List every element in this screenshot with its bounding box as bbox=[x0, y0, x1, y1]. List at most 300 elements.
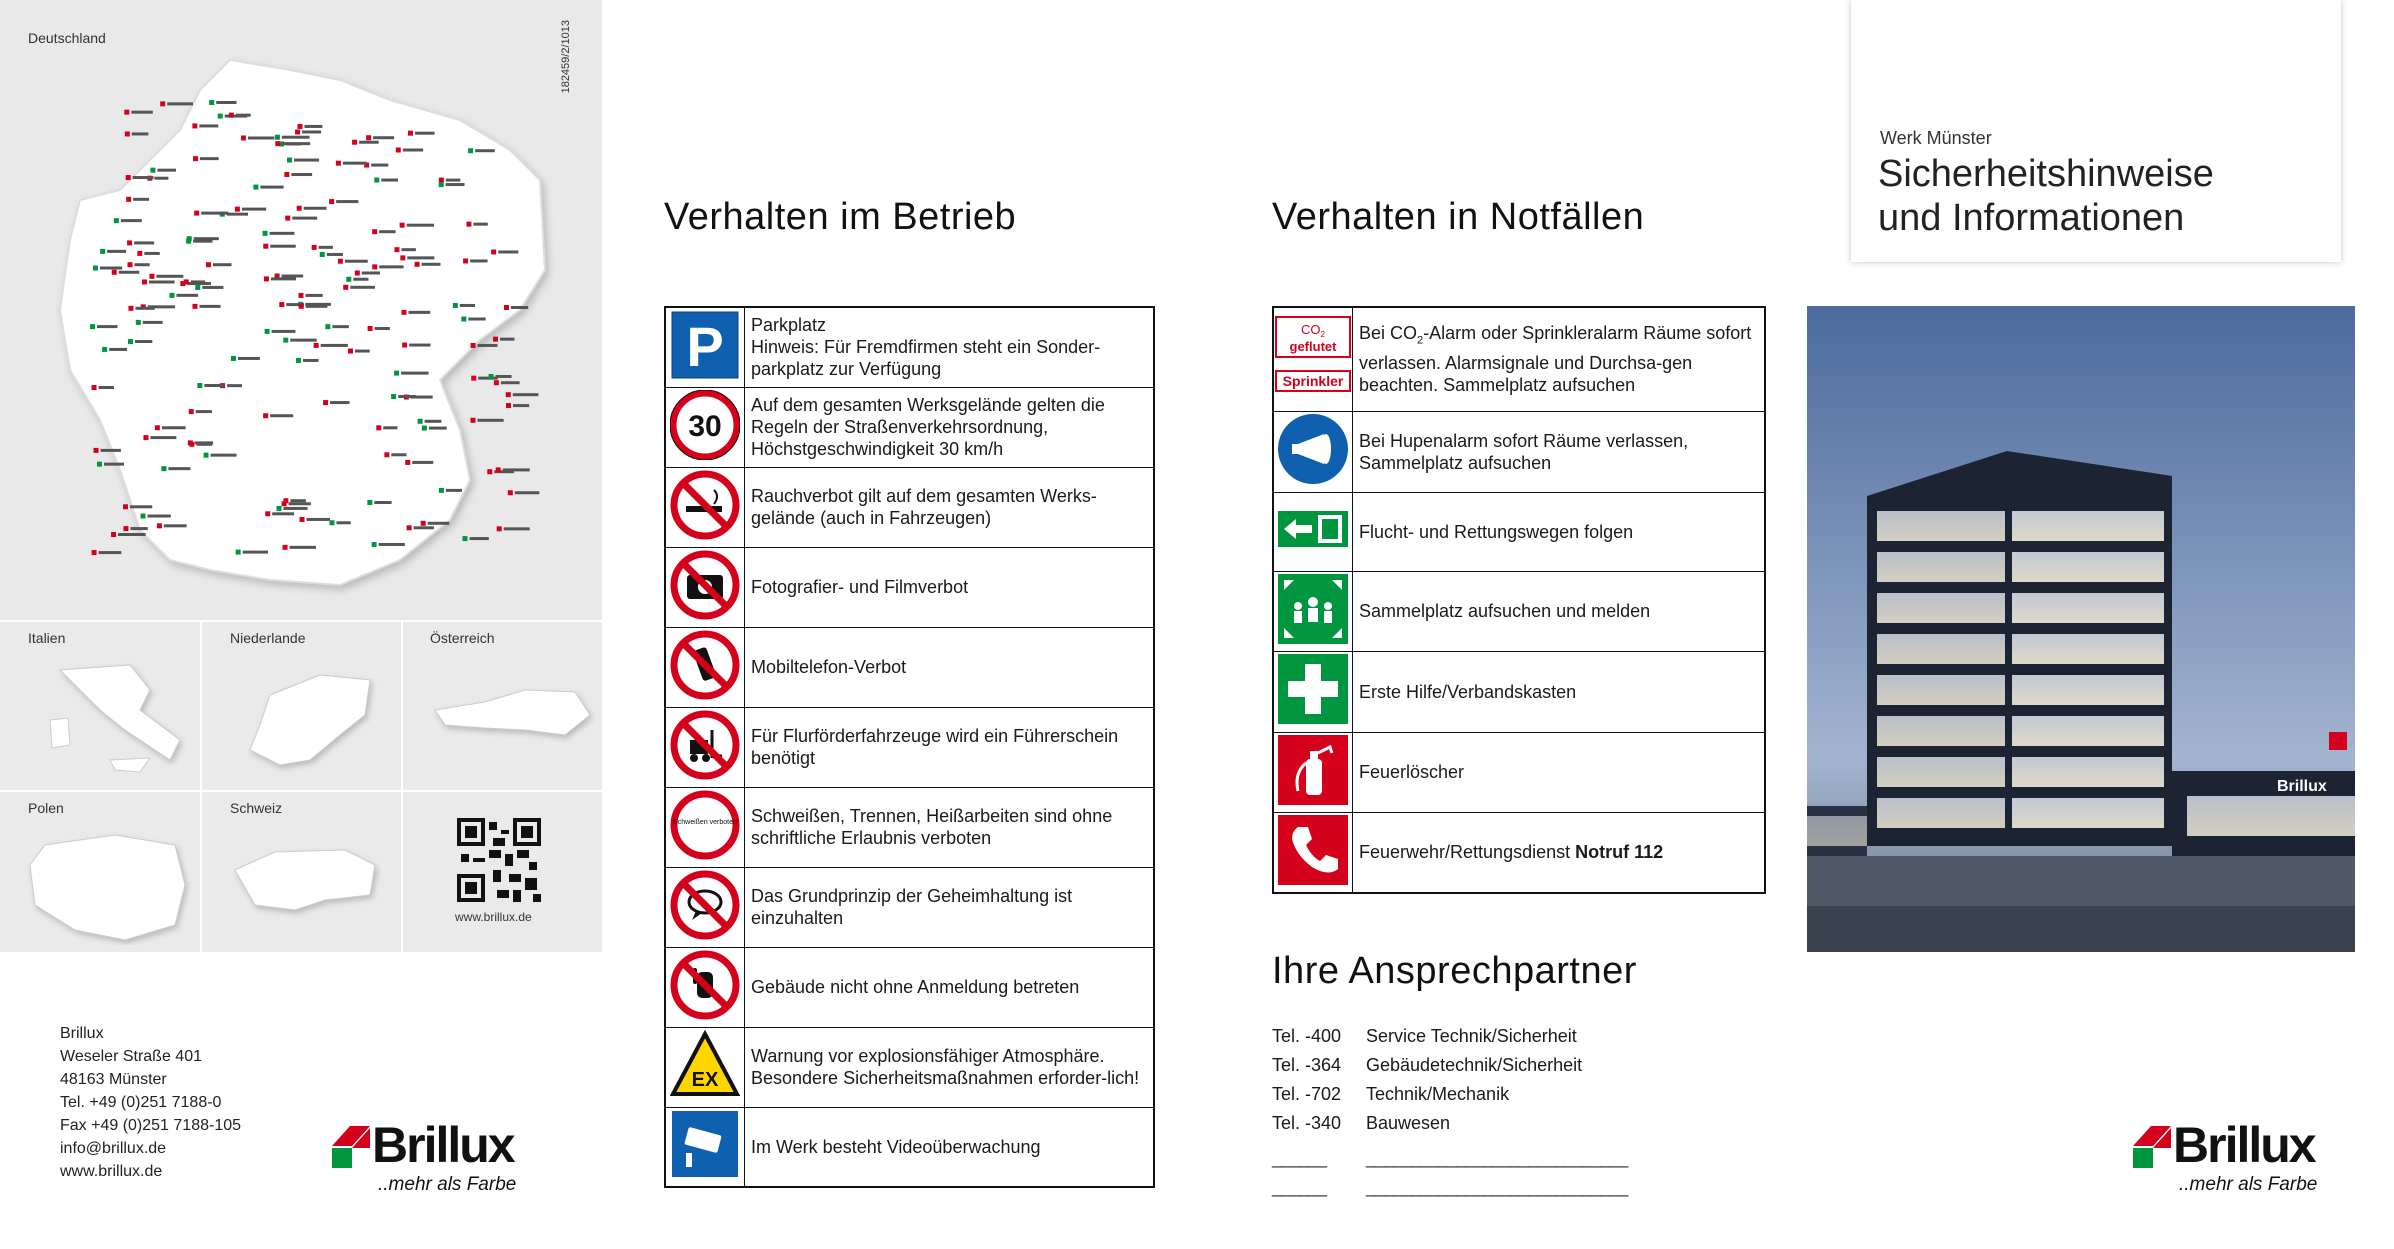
region-label-niederlande: Niederlande bbox=[230, 630, 306, 646]
branch-marker bbox=[143, 435, 148, 440]
table-row bbox=[1273, 307, 1765, 411]
branch-marker-label bbox=[515, 491, 540, 494]
branch-marker-label bbox=[375, 327, 390, 330]
row-text: Feuerwehr/Rettungsdienst Notruf 112 bbox=[1353, 812, 1766, 893]
contact-number: Tel. -364 bbox=[1272, 1055, 1342, 1075]
grid-divider bbox=[0, 790, 602, 792]
branch-marker-label bbox=[168, 467, 190, 470]
branch-marker-label bbox=[513, 404, 529, 407]
branch-marker bbox=[491, 249, 496, 254]
logo-wordmark: Brillux bbox=[2173, 1117, 2315, 1173]
floor-window bbox=[1877, 716, 2005, 746]
branch-marker-label bbox=[162, 426, 186, 429]
logo-wordmark: Brillux bbox=[372, 1117, 514, 1173]
branch-marker bbox=[298, 293, 303, 298]
branch-marker bbox=[124, 110, 129, 115]
address-line: 48163 Münster bbox=[60, 1071, 167, 1088]
brillux-logo-mark-icon bbox=[2133, 1126, 2171, 1168]
branch-marker-label bbox=[167, 102, 193, 105]
branch-marker-label bbox=[292, 217, 317, 220]
branch-marker bbox=[94, 448, 99, 453]
table-row bbox=[665, 947, 1154, 1027]
no-mobile-phone-icon bbox=[670, 630, 740, 700]
branch-marker bbox=[300, 517, 305, 522]
svg-text:CO2: $CO_2$ bbox=[1301, 321, 1325, 339]
branch-marker bbox=[136, 320, 141, 325]
branch-marker-label bbox=[496, 375, 512, 378]
branch-marker-label bbox=[304, 207, 327, 210]
qr-url[interactable]: www.brillux.de bbox=[455, 910, 532, 924]
floor-window bbox=[1877, 511, 2005, 541]
branch-marker-label bbox=[130, 505, 152, 508]
sign-cell bbox=[1273, 492, 1353, 571]
branch-marker bbox=[287, 158, 292, 163]
branch-marker bbox=[299, 304, 304, 309]
branch-marker-label bbox=[343, 162, 367, 165]
branch-marker-label bbox=[475, 149, 495, 152]
branch-marker-label bbox=[199, 124, 218, 127]
row-text: Warnung vor explosionsfähiger Atmosphäre. Besondere Sicherheitsmaßnahmen erforder-lich! bbox=[745, 1027, 1155, 1107]
branch-marker-label bbox=[478, 419, 504, 422]
germany-map bbox=[40, 40, 560, 600]
branch-marker bbox=[295, 129, 300, 134]
branch-marker bbox=[204, 453, 209, 458]
branch-marker bbox=[169, 293, 174, 298]
branch-marker-label bbox=[409, 344, 430, 347]
building-photo bbox=[1807, 306, 2355, 952]
branch-marker bbox=[407, 525, 412, 530]
brillux-logo-mark-icon bbox=[332, 1126, 370, 1168]
table-row bbox=[1273, 812, 1765, 893]
branch-marker bbox=[506, 403, 511, 408]
branch-marker-label bbox=[135, 340, 152, 343]
branch-marker-label bbox=[401, 248, 415, 251]
row-text: Fotografier- und Filmverbot bbox=[745, 547, 1155, 627]
branch-marker bbox=[126, 197, 131, 202]
branch-marker bbox=[128, 262, 133, 267]
branch-marker bbox=[487, 469, 492, 474]
branch-marker bbox=[320, 252, 325, 257]
branch-marker bbox=[391, 394, 396, 399]
branch-marker bbox=[418, 419, 423, 424]
branch-marker bbox=[111, 532, 116, 537]
no-smoking-icon bbox=[670, 470, 740, 540]
branch-marker-label bbox=[270, 245, 295, 248]
branch-marker-label bbox=[104, 463, 124, 466]
sign-cell bbox=[665, 547, 745, 627]
branch-marker bbox=[372, 229, 377, 234]
branch-marker-label bbox=[107, 250, 126, 253]
branch-marker bbox=[497, 526, 502, 531]
table-row bbox=[1273, 571, 1765, 651]
branch-marker-label bbox=[290, 339, 316, 342]
branch-marker bbox=[508, 490, 513, 495]
branch-marker-label bbox=[362, 271, 380, 274]
branch-marker-label bbox=[379, 543, 405, 546]
branch-marker-label bbox=[195, 441, 213, 444]
branch-marker-label bbox=[282, 136, 310, 139]
floor-window bbox=[2012, 798, 2164, 828]
floor-window bbox=[2012, 511, 2164, 541]
branch-marker bbox=[336, 161, 341, 166]
floor-window bbox=[2012, 757, 2164, 787]
branch-marker-label bbox=[270, 414, 293, 417]
betrieb-table bbox=[664, 306, 1155, 1188]
branch-marker-label bbox=[144, 252, 159, 255]
table-row bbox=[665, 387, 1154, 467]
branch-marker bbox=[102, 347, 107, 352]
branch-marker-label bbox=[460, 304, 475, 307]
location-map-panel bbox=[0, 0, 602, 952]
address-line: Weseler Straße 401 bbox=[60, 1048, 202, 1065]
branch-marker-label bbox=[498, 250, 518, 253]
branch-marker bbox=[471, 343, 476, 348]
branch-marker-label bbox=[216, 101, 236, 104]
contact-label: Gebäudetechnik/Sicherheit bbox=[1366, 1055, 1583, 1075]
branch-marker bbox=[161, 466, 166, 471]
branch-marker-label bbox=[408, 311, 430, 314]
branch-marker-label bbox=[304, 125, 322, 128]
branch-marker-label bbox=[134, 241, 154, 244]
branch-marker-label bbox=[135, 307, 154, 310]
table-row bbox=[1273, 492, 1765, 571]
emergency-phone-icon bbox=[1276, 813, 1350, 887]
branch-marker bbox=[402, 343, 407, 348]
branch-marker-label bbox=[248, 136, 274, 139]
branch-marker bbox=[372, 264, 377, 269]
branch-marker-label bbox=[118, 533, 146, 536]
branch-marker-label bbox=[272, 512, 294, 515]
contact-number: Tel. -340 bbox=[1272, 1113, 1342, 1133]
branch-marker bbox=[374, 178, 379, 183]
branch-marker bbox=[463, 258, 468, 263]
branch-marker-label bbox=[501, 381, 520, 384]
branch-marker-label bbox=[133, 198, 149, 201]
branch-marker-label bbox=[271, 277, 296, 280]
branch-marker bbox=[297, 206, 302, 211]
sign-cell bbox=[665, 1107, 745, 1187]
branch-marker bbox=[297, 124, 302, 129]
branch-marker bbox=[493, 337, 498, 342]
email-line[interactable]: info@brillux.de bbox=[60, 1140, 167, 1157]
table-row bbox=[665, 627, 1154, 707]
contact-row bbox=[1272, 1051, 1627, 1080]
branch-marker bbox=[189, 409, 194, 414]
branch-marker-label bbox=[321, 344, 348, 347]
branch-marker bbox=[100, 249, 105, 254]
branch-marker-label bbox=[381, 179, 398, 182]
branch-marker bbox=[160, 101, 165, 106]
floor-window bbox=[2012, 675, 2164, 705]
branch-marker bbox=[231, 356, 236, 361]
cover-title: Sicherheitshinweise und Informationen bbox=[1878, 153, 2214, 239]
emergency-exit-icon bbox=[1276, 509, 1350, 549]
branch-marker-label bbox=[193, 240, 212, 243]
branch-marker-label bbox=[336, 521, 350, 524]
branch-marker-label bbox=[150, 436, 176, 439]
branch-marker bbox=[263, 244, 268, 249]
branch-marker-label bbox=[97, 325, 117, 328]
branch-marker bbox=[421, 521, 426, 526]
branch-marker-label bbox=[415, 132, 435, 135]
branch-marker bbox=[218, 114, 223, 119]
sign-cell bbox=[1273, 651, 1353, 732]
branch-marker-label bbox=[350, 286, 375, 289]
branch-marker bbox=[188, 440, 193, 445]
branch-marker bbox=[504, 305, 509, 310]
branch-marker-label bbox=[407, 256, 434, 259]
branch-marker-label bbox=[260, 186, 283, 189]
fax-line: Fax +49 (0)251 7188-105 bbox=[60, 1117, 242, 1134]
website-line[interactable]: www.brillux.de bbox=[60, 1163, 163, 1180]
austria-map bbox=[425, 680, 595, 750]
branch-marker-label bbox=[359, 141, 379, 144]
branch-marker-label bbox=[504, 527, 530, 530]
branch-marker-label bbox=[401, 372, 429, 375]
region-label-polen: Polen bbox=[28, 800, 64, 816]
branch-marker bbox=[150, 168, 155, 173]
branch-marker bbox=[184, 279, 189, 284]
branch-marker-label bbox=[157, 169, 176, 172]
branch-marker-label bbox=[149, 281, 175, 284]
branch-marker bbox=[329, 520, 334, 525]
branch-marker-label bbox=[306, 305, 328, 308]
branch-marker-label bbox=[414, 526, 434, 529]
row-text: Flucht- und Rettungswegen folgen bbox=[1353, 492, 1766, 571]
row-text: Bei Hupenalarm sofort Räume verlassen, Sammelplatz aufsuchen bbox=[1353, 411, 1766, 492]
branch-marker bbox=[283, 545, 288, 550]
branch-marker bbox=[114, 218, 119, 223]
branch-marker-label bbox=[503, 468, 530, 471]
branch-marker bbox=[355, 270, 360, 275]
branch-marker-label bbox=[446, 489, 462, 492]
sign-cell bbox=[665, 307, 745, 387]
qr-code[interactable] bbox=[457, 818, 541, 902]
branch-marker-label bbox=[154, 177, 168, 180]
no-forklift-icon bbox=[670, 710, 740, 780]
branch-marker bbox=[137, 251, 142, 256]
branch-marker bbox=[338, 259, 343, 264]
branch-marker bbox=[125, 131, 130, 136]
floor-window bbox=[2012, 634, 2164, 664]
branch-marker bbox=[141, 514, 146, 519]
branch-marker-label bbox=[398, 395, 416, 398]
row-text: Erste Hilfe/Verbandskasten bbox=[1353, 651, 1766, 732]
parking-sign-icon bbox=[670, 310, 740, 380]
branch-marker-label bbox=[101, 449, 121, 452]
branch-marker bbox=[405, 460, 410, 465]
branch-marker-label bbox=[469, 537, 488, 540]
logo-slogan: ..mehr als Farbe bbox=[2179, 1174, 2318, 1195]
branch-marker bbox=[197, 383, 202, 388]
branch-marker-label bbox=[133, 176, 154, 179]
branch-marker bbox=[384, 452, 389, 457]
cover-subtitle: Werk Münster bbox=[1880, 128, 1992, 148]
floor-window bbox=[1877, 593, 2005, 623]
branch-marker bbox=[209, 100, 214, 105]
row-text: Parkplatz Hinweis: Für Fremdfirmen steht ein Sonder- parkplatz zur Verfügung bbox=[745, 307, 1155, 387]
branch-marker-label bbox=[135, 263, 150, 266]
branch-marker-label bbox=[373, 136, 394, 139]
branch-marker-label bbox=[283, 507, 307, 510]
row-text: Bei $CO_2$-Alarm oder Sprinkleralarm Räume sofort verlassen. Alarmsignale und Durchsa-gen beachten. Sammelplatz aufsuchen bbox=[1353, 307, 1766, 411]
section-title-contacts: Ihre Ansprechpartner bbox=[1272, 950, 1637, 992]
branch-marker bbox=[193, 156, 198, 161]
branch-marker bbox=[186, 239, 191, 244]
branch-marker bbox=[348, 349, 353, 354]
contact-label: Technik/Mechanik bbox=[1366, 1084, 1510, 1104]
branch-marker-label bbox=[355, 350, 370, 353]
explosion-warning-icon bbox=[670, 1030, 740, 1100]
branch-marker bbox=[276, 506, 281, 511]
no-welding-icon bbox=[670, 790, 740, 860]
branch-marker-label bbox=[291, 173, 312, 176]
sign-cell bbox=[665, 467, 745, 547]
row-text: Auf dem gesamten Werksgelände gelten die Regeln der Straßenverkehrsordnung, Höchstgeschwindigkeit 30 km/h bbox=[745, 387, 1155, 467]
branch-marker bbox=[352, 140, 357, 145]
branch-marker-label bbox=[470, 259, 487, 262]
branch-marker bbox=[127, 240, 132, 245]
branch-marker-label bbox=[196, 410, 212, 413]
branch-marker-label bbox=[336, 200, 358, 203]
branch-marker bbox=[192, 123, 197, 128]
branch-marker-label bbox=[282, 142, 310, 145]
branch-marker-label bbox=[100, 267, 122, 270]
branch-marker bbox=[236, 550, 241, 555]
branch-marker-label bbox=[379, 230, 395, 233]
section-title-notfall: Verhalten in Notfällen bbox=[1272, 196, 1645, 238]
contact-number: Tel. -400 bbox=[1272, 1026, 1342, 1046]
contact-row bbox=[1272, 1080, 1627, 1109]
branch-marker bbox=[401, 310, 406, 315]
branch-marker-label bbox=[191, 280, 205, 283]
branch-marker bbox=[506, 392, 511, 397]
branch-marker-label bbox=[282, 275, 304, 278]
branch-marker bbox=[275, 141, 280, 146]
branch-marker bbox=[367, 500, 372, 505]
branch-marker bbox=[461, 317, 466, 322]
branch-marker bbox=[283, 498, 288, 503]
branch-marker-label bbox=[478, 377, 498, 380]
branch-marker-label bbox=[513, 393, 539, 396]
branch-marker bbox=[285, 216, 290, 221]
netherlands-map bbox=[230, 655, 380, 775]
branch-marker bbox=[422, 426, 427, 431]
sign-cell bbox=[665, 867, 745, 947]
branch-marker bbox=[194, 211, 199, 216]
branch-marker-label bbox=[132, 132, 149, 135]
notfall-table bbox=[1272, 306, 1766, 894]
region-label-oesterreich: Österreich bbox=[430, 630, 495, 646]
branch-marker-label bbox=[272, 330, 296, 333]
branch-marker-label bbox=[511, 306, 528, 309]
sign-cell bbox=[665, 627, 745, 707]
branch-marker-label bbox=[199, 305, 220, 308]
branch-marker bbox=[283, 338, 288, 343]
sign-cell bbox=[665, 787, 745, 867]
branch-marker-label bbox=[332, 325, 348, 328]
branch-marker bbox=[142, 280, 147, 285]
floor-window bbox=[1877, 634, 2005, 664]
branch-marker-label bbox=[200, 157, 219, 160]
branch-marker-label bbox=[289, 502, 311, 505]
branch-marker bbox=[376, 425, 381, 430]
branch-marker-label bbox=[243, 551, 268, 554]
contact-label: Bauwesen bbox=[1366, 1113, 1451, 1133]
branch-marker bbox=[264, 276, 269, 281]
branch-marker-label bbox=[176, 294, 198, 297]
region-label-italien: Italien bbox=[28, 630, 66, 646]
row-text: Im Werk besteht Videoüberwachung bbox=[745, 1107, 1155, 1187]
branch-marker-label bbox=[227, 384, 242, 387]
branch-marker bbox=[155, 425, 160, 430]
row-text: Sammelplatz aufsuchen und melden bbox=[1353, 571, 1766, 651]
row-text: Gebäude nicht ohne Anmeldung betreten bbox=[745, 947, 1155, 1027]
contact-number: Tel. -702 bbox=[1272, 1084, 1342, 1104]
branch-marker-label bbox=[379, 265, 403, 268]
table-row bbox=[665, 867, 1154, 947]
branch-marker bbox=[471, 418, 476, 423]
svg-text:30: 30 bbox=[688, 409, 722, 443]
table-row bbox=[665, 1107, 1154, 1187]
branch-marker-label bbox=[374, 501, 391, 504]
branch-marker-label bbox=[202, 286, 223, 289]
branch-marker bbox=[93, 266, 98, 271]
branch-marker-label bbox=[407, 224, 434, 227]
fire-extinguisher-icon bbox=[1276, 733, 1350, 807]
branch-marker-label bbox=[236, 114, 251, 117]
svg-text:P: P bbox=[686, 314, 724, 378]
branch-marker-label bbox=[270, 232, 295, 235]
branch-marker bbox=[157, 523, 162, 528]
sign-cell bbox=[665, 947, 745, 1027]
branch-marker bbox=[229, 113, 234, 118]
address-line: Brillux bbox=[60, 1025, 104, 1042]
sign-cell bbox=[1273, 307, 1353, 411]
branch-marker bbox=[325, 324, 330, 329]
branch-marker-label bbox=[109, 348, 127, 351]
branch-marker bbox=[195, 285, 200, 290]
branch-marker-label bbox=[303, 359, 319, 362]
branch-marker bbox=[453, 303, 458, 308]
branch-marker-label bbox=[148, 515, 171, 518]
branch-marker-label bbox=[213, 263, 231, 266]
table-row bbox=[665, 707, 1154, 787]
branch-marker bbox=[346, 277, 351, 282]
branch-marker-label bbox=[290, 499, 305, 502]
branch-marker-label bbox=[429, 427, 447, 430]
branch-marker bbox=[372, 542, 377, 547]
branch-marker-label bbox=[383, 426, 397, 429]
svg-text:Brillux: Brillux bbox=[2277, 778, 2327, 795]
branch-marker-label bbox=[473, 223, 487, 226]
table-row bbox=[665, 547, 1154, 627]
branch-marker bbox=[126, 175, 131, 180]
branch-marker-label bbox=[302, 130, 321, 133]
sign-cell bbox=[1273, 571, 1353, 651]
contact-row bbox=[1272, 1022, 1627, 1051]
branch-marker bbox=[394, 247, 399, 252]
branch-marker-label bbox=[422, 263, 441, 266]
table-row bbox=[665, 1027, 1154, 1107]
branch-marker bbox=[279, 302, 284, 307]
branch-marker bbox=[396, 147, 401, 152]
grid-divider bbox=[200, 620, 202, 952]
contact-label: Service Technik/Sicherheit bbox=[1366, 1026, 1577, 1046]
video-camera-icon bbox=[670, 1109, 740, 1179]
branch-marker bbox=[323, 400, 328, 405]
branch-marker bbox=[241, 135, 246, 140]
